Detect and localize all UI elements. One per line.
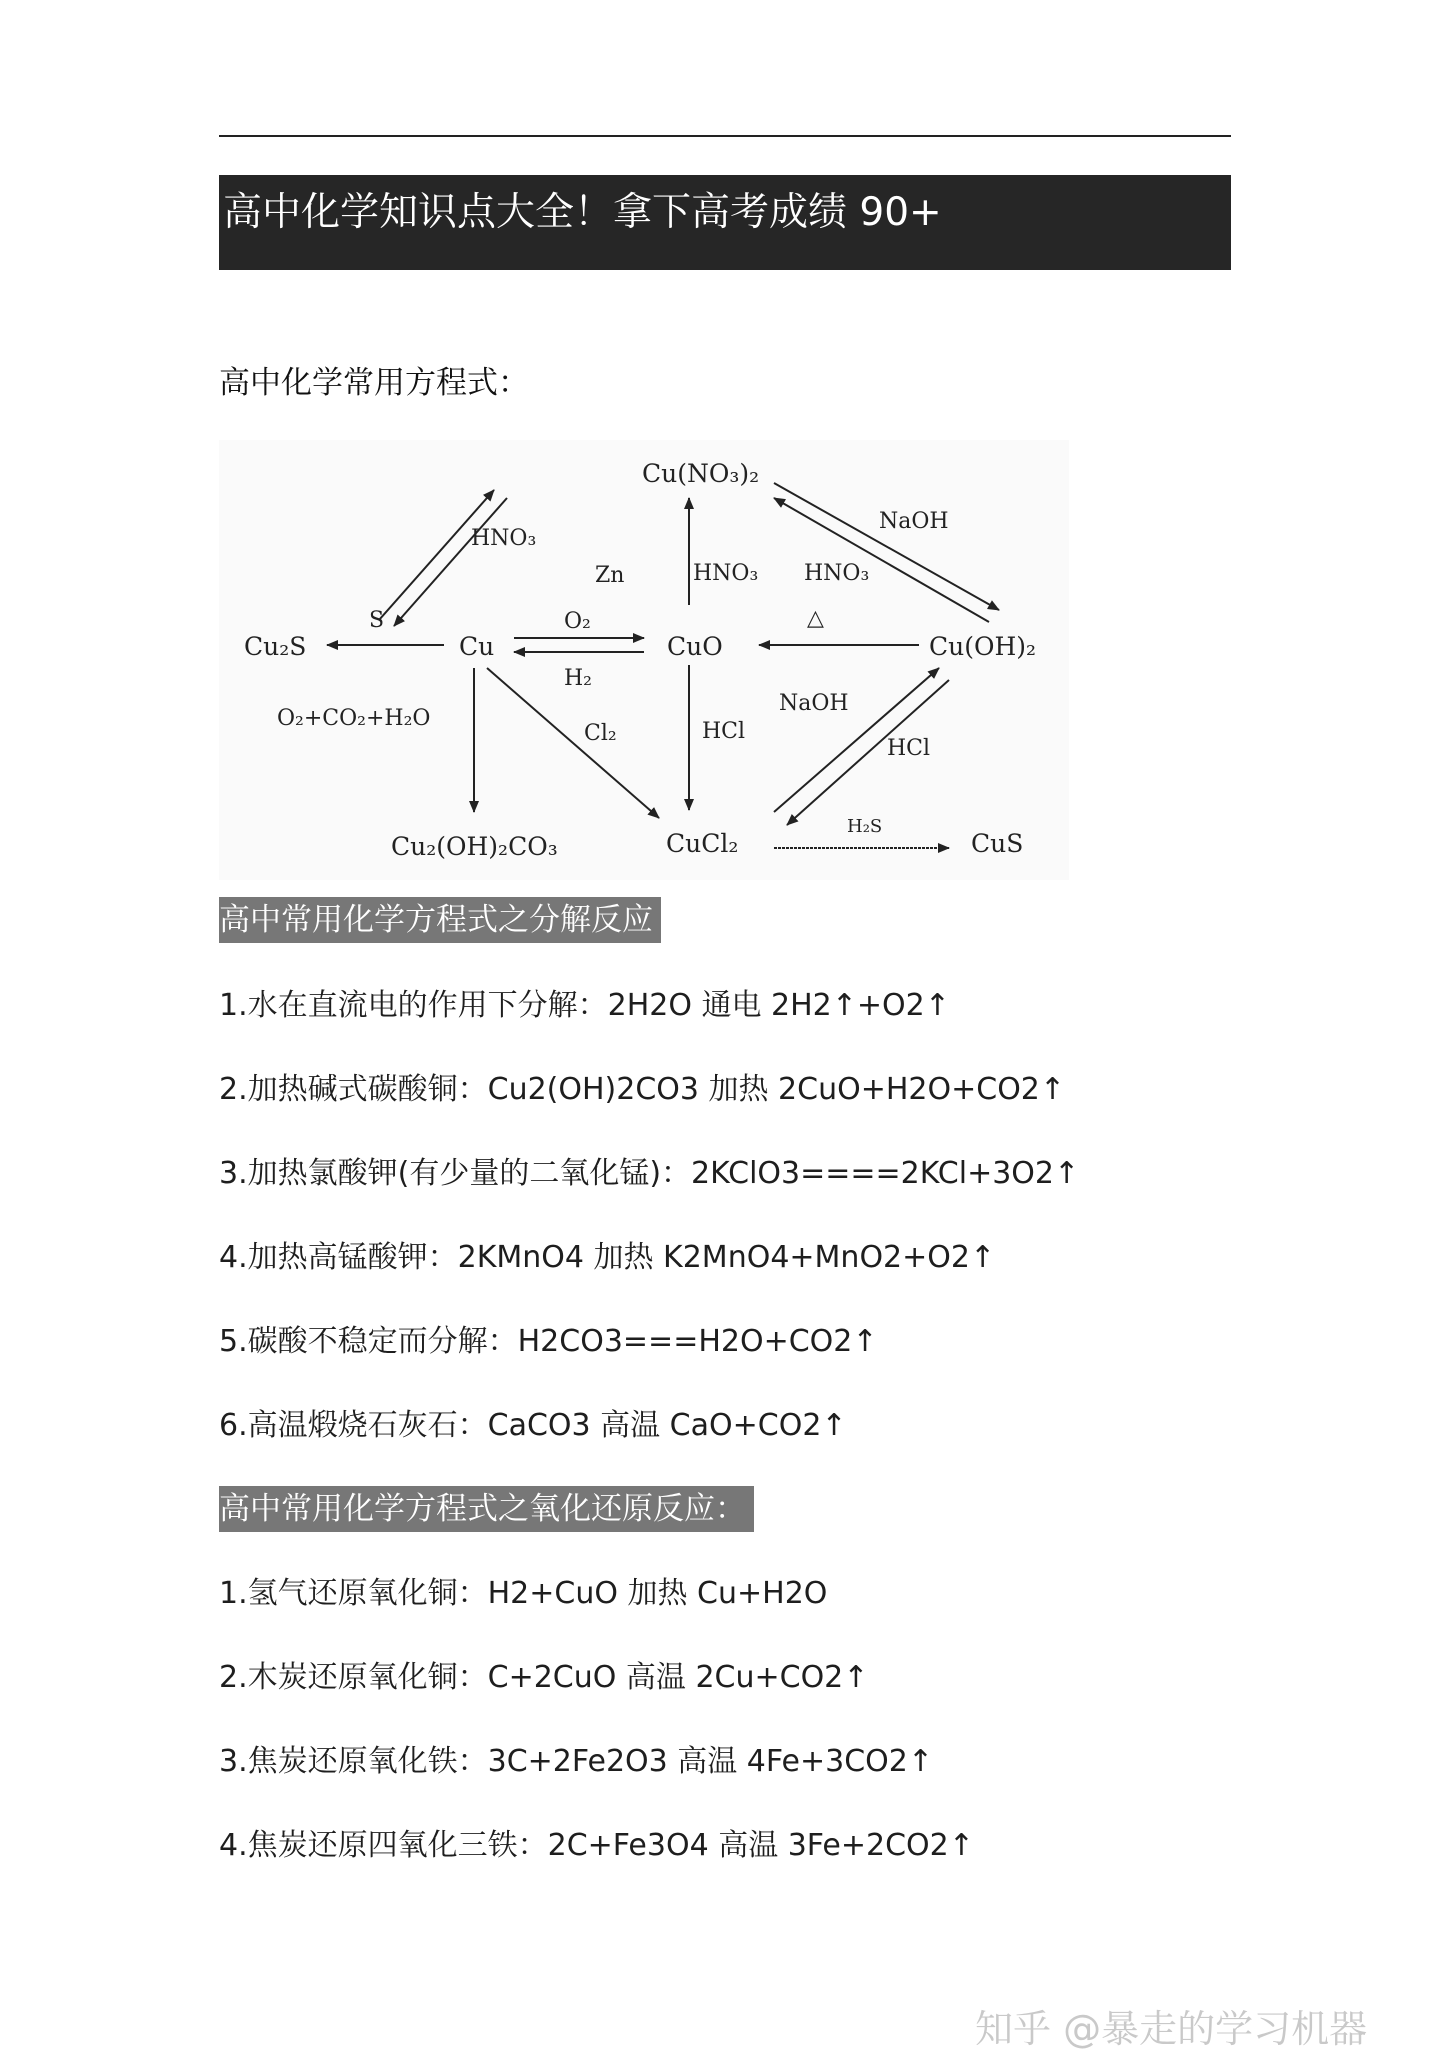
section-heading-redox: 高中常用化学方程式之氧化还原反应： [219,1486,754,1532]
equation-item: 5.碳酸不稳定而分解：H2CO3===H2O+CO2↑ [219,1324,878,1359]
label-hno3-left: HNO₃ [471,526,537,551]
node-cu-no3-2: Cu(NO₃)₂ [642,459,760,488]
node-cu-oh-2: Cu(OH)₂ [929,632,1037,661]
node-cu: Cu [459,632,495,661]
label-s: S [369,608,385,633]
node-cus: CuS [971,829,1024,858]
equation-item: 1.水在直流电的作用下分解：2H2O 通电 2H2↑+O2↑ [219,988,950,1023]
equation-item: 2.木炭还原氧化铜：C+2CuO 高温 2Cu+CO2↑ [219,1660,869,1695]
label-cl2: Cl₂ [584,721,617,746]
node-cu2s: Cu₂S [244,632,307,661]
equation-item: 4.加热高锰酸钾：2KMnO4 加热 K2MnO4+MnO2+O2↑ [219,1240,996,1275]
node-cuo: CuO [667,632,723,661]
label-zn: Zn [595,563,625,588]
article-title: 高中化学知识点大全！拿下高考成绩 90+ [219,175,1231,270]
section-heading-decomposition: 高中常用化学方程式之分解反应 [219,897,661,943]
equation-item: 3.焦炭还原氧化铁：3C+2Fe2O3 高温 4Fe+3CO2↑ [219,1744,933,1779]
node-cu2-oh2co3: Cu₂(OH)₂CO₃ [391,832,558,861]
copper-reaction-diagram [219,440,1069,880]
label-naoh-bottom: NaOH [779,691,849,716]
label-hno3-right: HNO₃ [804,561,870,586]
equation-item: 1.氢气还原氧化铜：H2+CuO 加热 Cu+H2O [219,1576,828,1611]
equation-item: 4.焦炭还原四氧化三铁：2C+Fe3O4 高温 3Fe+2CO2↑ [219,1828,974,1863]
label-naoh-top: NaOH [879,509,949,534]
equation-item: 6.高温煅烧石灰石：CaCO3 高温 CaO+CO2↑ [219,1408,847,1443]
equation-item: 3.加热氯酸钾(有少量的二氧化锰)：2KClO3====2KCl+3O2↑ [219,1156,1080,1191]
watermark: 知乎 @暴走的学习机器 [975,2007,1368,2051]
label-o2: O₂ [564,609,591,634]
equation-item: 2.加热碱式碳酸铜：Cu2(OH)2CO3 加热 2CuO+H2O+CO2↑ [219,1072,1066,1107]
node-cucl2: CuCl₂ [666,829,739,858]
top-divider [219,135,1231,137]
label-delta: △ [807,606,824,631]
label-o2-co2-h2o: O₂+CO₂+H₂O [277,706,431,731]
label-hcl-right: HCl [887,736,931,761]
label-h2: H₂ [564,666,593,691]
label-hno3-mid: HNO₃ [693,561,759,586]
label-hcl-mid: HCl [702,719,746,744]
subtitle: 高中化学常用方程式： [219,365,529,401]
label-h2s: H₂S [847,816,883,837]
